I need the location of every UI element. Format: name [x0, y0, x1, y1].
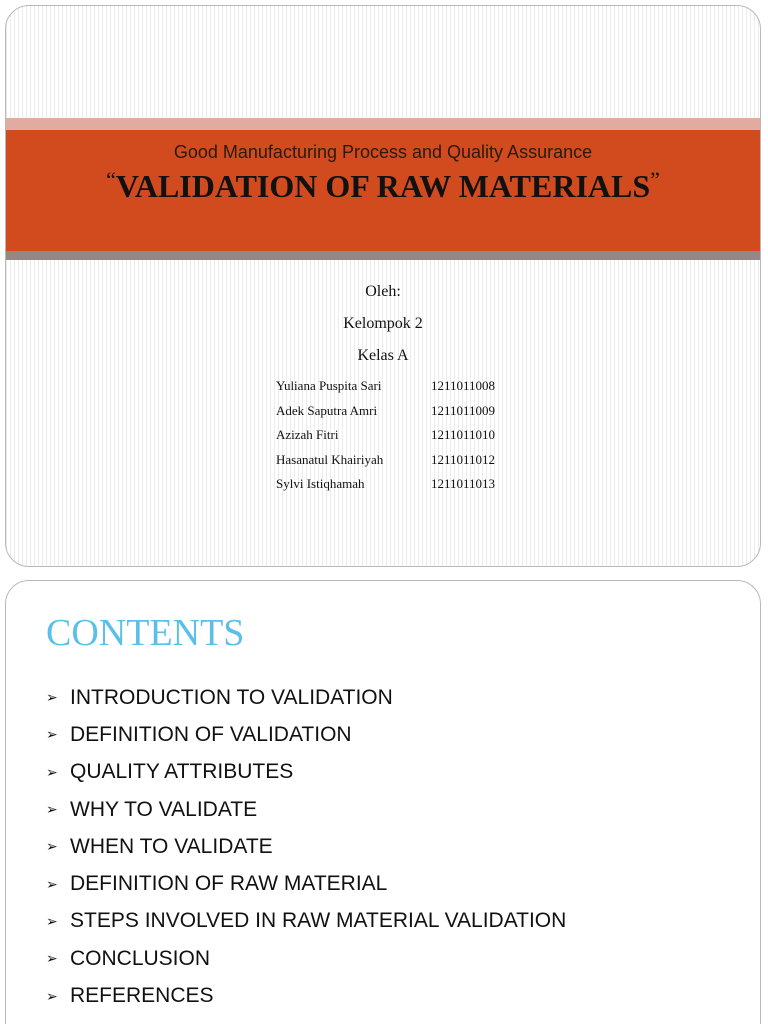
- member-row: [276, 374, 521, 399]
- list-item: [46, 865, 566, 902]
- member-id: 1211011012: [431, 451, 496, 467]
- list-item: [46, 940, 566, 977]
- list-item-label: INTRODUCTION TO VALIDATION: [70, 685, 393, 709]
- title-slide: [5, 5, 761, 567]
- arrow-bullet-icon: ➢: [46, 950, 58, 967]
- member-name: Hasanatul Khairiyah: [276, 451, 384, 467]
- member-name: Yuliana Puspita Sari: [276, 378, 382, 394]
- list-item-label: WHY TO VALIDATE: [70, 797, 258, 821]
- list-item: [46, 679, 566, 716]
- arrow-bullet-icon: ➢: [46, 801, 58, 818]
- member-name: Adek Saputra Amri: [276, 402, 378, 418]
- list-item: [46, 977, 566, 1014]
- arrow-bullet-icon: ➢: [46, 912, 58, 929]
- list-item: [46, 903, 566, 940]
- class-label: Kelas A: [357, 347, 409, 364]
- list-item-label: QUALITY ATTRIBUTES: [70, 760, 294, 784]
- author-label: Oleh:: [365, 283, 401, 300]
- arrow-bullet-icon: ➢: [46, 689, 58, 706]
- slide-title-text: VALIDATION OF RAW MATERIALS: [115, 168, 651, 204]
- member-list: [276, 374, 521, 497]
- member-name: Azizah Fitri: [276, 427, 339, 443]
- member-name: Sylvi Istiqhamah: [276, 476, 365, 492]
- list-item: [46, 828, 566, 865]
- group-label: Kelompok 2: [343, 315, 423, 332]
- contents-list: [46, 679, 566, 1015]
- slide-title: [6, 167, 760, 205]
- title-close-quote: ”: [650, 167, 660, 192]
- member-id: 1211011013: [431, 476, 496, 492]
- list-item: [46, 791, 566, 828]
- list-item-label: WHEN TO VALIDATE: [70, 834, 273, 858]
- list-item: [46, 754, 566, 791]
- member-row: [276, 423, 521, 448]
- contents-slide: [5, 580, 761, 1024]
- list-item-label: STEPS INVOLVED IN RAW MATERIAL VALIDATION: [70, 909, 567, 933]
- list-item: [46, 716, 566, 753]
- list-item-label: REFERENCES: [70, 984, 214, 1008]
- member-row: [276, 399, 521, 424]
- contents-heading: CONTENTS: [46, 612, 245, 654]
- title-open-quote: “: [106, 167, 116, 192]
- arrow-bullet-icon: ➢: [46, 987, 58, 1004]
- list-item-label: DEFINITION OF VALIDATION: [70, 722, 352, 746]
- arrow-bullet-icon: ➢: [46, 763, 58, 780]
- arrow-bullet-icon: ➢: [46, 726, 58, 743]
- member-row: [276, 472, 521, 497]
- title-band-bottom-stripe: [6, 251, 760, 260]
- title-band-top-stripe: [6, 118, 760, 130]
- slide-subtitle: Good Manufacturing Process and Quality Assurance: [173, 142, 593, 162]
- member-id: 1211011008: [431, 378, 496, 394]
- list-item-label: CONCLUSION: [70, 946, 211, 970]
- member-id: 1211011009: [431, 402, 496, 418]
- list-item-label: DEFINITION OF RAW MATERIAL: [70, 872, 388, 896]
- member-id: 1211011010: [431, 427, 496, 443]
- arrow-bullet-icon: ➢: [46, 875, 58, 892]
- member-row: [276, 448, 521, 473]
- arrow-bullet-icon: ➢: [46, 838, 58, 855]
